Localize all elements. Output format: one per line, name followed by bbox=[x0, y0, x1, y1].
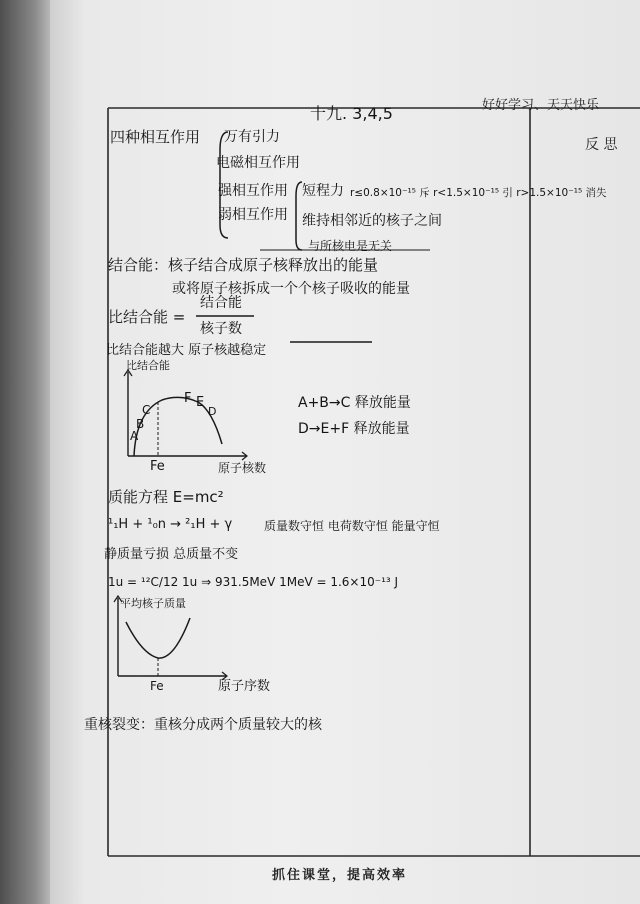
specific-denominator: 核子数 bbox=[200, 321, 242, 337]
fusion-eq: ¹₁H + ¹₀n → ²₁H + γ bbox=[108, 517, 233, 532]
sidebar-title: 反 思 bbox=[585, 137, 618, 153]
chart2-ylabel: 平均核子质量 bbox=[120, 597, 186, 610]
chart1-ylabel: 比结合能 bbox=[126, 359, 170, 372]
nucleon-mass-chart bbox=[50, 0, 640, 904]
mass-energy-eq: 质能方程 E=mc² bbox=[108, 488, 224, 506]
specific-numerator: 结合能 bbox=[200, 295, 242, 311]
specific-label: 比结合能 = bbox=[108, 308, 186, 326]
short-range-label: 短程力 bbox=[302, 183, 344, 199]
binding-def-1: 结合能：核子结合成原子核释放出的能量 bbox=[108, 256, 379, 274]
chart2-xlabel: 原子序数 bbox=[218, 679, 271, 694]
chart1-point-c: C bbox=[142, 403, 151, 417]
reaction-2: D→E+F 释放能量 bbox=[298, 421, 410, 437]
chart1-point-a: A bbox=[130, 429, 139, 443]
chart1-point-f: F bbox=[184, 391, 192, 406]
strong-label: 强相互作用 bbox=[218, 183, 288, 199]
date-heading: 十九. 3,4,5 bbox=[310, 104, 393, 123]
page-motto: 好好学习、天天快乐 bbox=[482, 98, 600, 113]
fission-note: 重核裂变：重核分成两个质量较大的核 bbox=[84, 717, 322, 733]
chart1-point-d: D bbox=[208, 405, 217, 418]
stability-note: 比结合能越大 原子核越稳定 bbox=[106, 343, 267, 358]
mass-defect-note: 静质量亏损 总质量不变 bbox=[104, 547, 239, 562]
charge-note: 与所核电是无关 bbox=[308, 239, 393, 253]
weak-label: 弱相互作用 bbox=[218, 207, 288, 223]
conservation-note: 质量数守恒 电荷数守恒 能量守恒 bbox=[264, 519, 440, 533]
range-formula: r≤0.8×10⁻¹⁵ 斥 r<1.5×10⁻¹⁵ 引 r>1.5×10⁻¹⁵ 消失 bbox=[350, 187, 607, 199]
footer-slogan: 抓住课堂，提高效率 bbox=[272, 868, 408, 883]
chart2-xmark: Fe bbox=[150, 679, 164, 693]
chart1-point-e: E bbox=[196, 395, 205, 410]
neighbors-note: 维持相邻近的核子之间 bbox=[302, 213, 442, 229]
reaction-1: A+B→C 释放能量 bbox=[298, 395, 411, 411]
notebook-page bbox=[50, 0, 640, 904]
interactions-title: 四种相互作用 bbox=[110, 128, 201, 146]
chart1-xmark: Fe bbox=[150, 459, 165, 474]
binding-def-2: 或将原子核拆成一个个核子吸收的能量 bbox=[172, 281, 410, 297]
chart1-xlabel: 原子核数 bbox=[218, 461, 267, 475]
gravity-label: 万有引力 bbox=[224, 129, 280, 145]
unit-eq: 1u = ¹²C/12 1u ⇒ 931.5MeV 1MeV = 1.6×10⁻¹³ J bbox=[108, 575, 399, 589]
chart1-point-b: B bbox=[136, 417, 145, 431]
em-label: 电磁相互作用 bbox=[216, 155, 300, 171]
